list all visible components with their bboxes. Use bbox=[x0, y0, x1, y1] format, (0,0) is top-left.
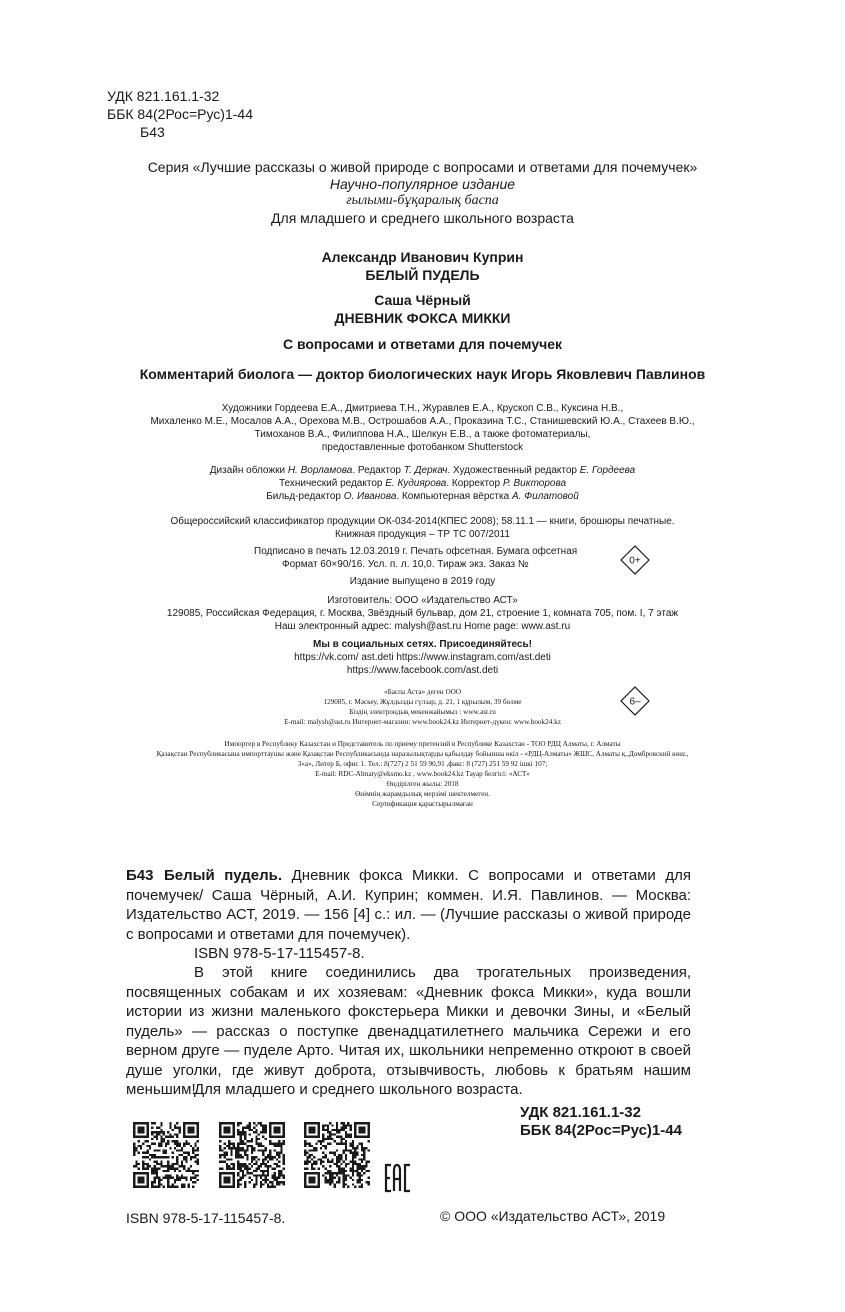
footer-isbn: ISBN 978-5-17-115457-8. bbox=[126, 1210, 286, 1226]
credits-line-3: Бильд-редактор О. Иванова. Компьютерная вёрстка А. Филатовой bbox=[266, 491, 579, 502]
age-rating-6minus-icon bbox=[620, 686, 650, 716]
classifier-line-2: Книжная продукция – ТР ТС 007/2011 bbox=[335, 529, 510, 540]
manufacturer-line-3: Наш электронный адрес: malysh@ast.ru Home page: www.ast.ru bbox=[274, 621, 571, 632]
age-rating-6minus-text: 6– bbox=[629, 696, 641, 708]
classifier-line-1: Общероссийский классификатор продукции ОК-034-2014(КПЕС 2008); 58.11.1 — книги, брошюры печатные. bbox=[170, 516, 675, 527]
kz-line-4: E-mail: malysh@ast.ru Интернет-магазин: www.book24.kz Интернет-дүкен: www.book24.kz bbox=[284, 718, 561, 726]
social-links-line-1: https://vk.com/ ast.deti https://www.instagram.com/ast.deti bbox=[294, 652, 551, 663]
subtitle: С вопросами и ответами для почемучек bbox=[282, 336, 563, 352]
manufacturer-line-1: Изготовитель: ООО «Издательство АСТ» bbox=[327, 595, 518, 606]
edition-type-kz: ғылыми-бұқаралық баспа bbox=[346, 193, 499, 208]
biblio-annotation: В этой книге соединились два трогательных произведения, посвященных собакам и их хозяевам: «Дневник фокса Микки», куда вошли истории из жизни маленького фокстерьера Микки и девочки Зины, и «Белый пудель» — рассказ о поступке двенадцатилетнего мальчика Сережи и его верном друге — пуделе Арто. Читая их, школьники непременно откроют в своей душе уголки, где живут доброта, отзывчивость, любовь к братьям нашим меньшим! bbox=[126, 964, 691, 1098]
biblio-desc-text: Дневник фокса Микки. С вопросами и ответами для почемучек/ Саша Чёрный, А.И. Куприн; коммен. И.Я. Павлинов. — Москва: Издательство АСТ, 2019. — 156 [4] с.: ил. — (Лучшие рассказы о живой природе с вопросами и ответами для почемучек). bbox=[126, 867, 691, 943]
qr-code-1-icon bbox=[133, 1122, 199, 1188]
author-kuprin: Александр Иванович Куприн bbox=[321, 249, 524, 265]
importer-line-3: 3«а», Литер Б, офис 1. Тел.: 8(727) 2 51 59 90,91 ,факс: 8 (727) 251 59 92 ішкі 107; bbox=[297, 760, 548, 768]
illustrators-line-3: Тимоханов В.А., Филиппова Н.А., Шелкун Е.В., а также фотоматериалы, bbox=[254, 429, 591, 440]
illustrators-line-2: Михаленко М.Е., Мосалов А.А., Орехова М.В., Острошабов А.А., Проказина Т.С., Станишевский Ю.А., Стахеев В.Ю., bbox=[150, 416, 695, 427]
bbk-code: ББК 84(2Рос=Рус)1-44 bbox=[107, 106, 253, 122]
print-line-2: Формат 60×90/16. Усл. п. л. 10,0. Тираж экз. Заказ № bbox=[282, 559, 529, 570]
importer-line-5: Өндірілген жылы: 2018 bbox=[386, 780, 459, 788]
author-sasha-cherny: Саша Чёрный bbox=[374, 292, 471, 308]
biblio-description bbox=[126, 866, 691, 944]
illustrators-line-4: предоставленные фотобанком Shutterstock bbox=[321, 442, 524, 453]
biblio-audience: Для младшего и среднего школьного возраста. bbox=[194, 1081, 523, 1098]
qr-code-2-icon bbox=[219, 1122, 285, 1188]
age-rating-0plus-icon bbox=[620, 545, 650, 575]
print-line-1: Подписано в печать 12.03.2019 г. Печать офсетная. Бумага офсетная bbox=[254, 546, 578, 557]
biblio-code: Б43 bbox=[126, 867, 154, 884]
importer-line-6: Өнімнің жарамдылық мерзімі шектелмеген. bbox=[355, 790, 490, 798]
footer-udk: УДК 821.161.1-32 bbox=[520, 1104, 641, 1121]
social-heading: Мы в социальных сетях. Присоединяйтесь! bbox=[313, 639, 532, 650]
footer-bbk: ББК 84(2Рос=Рус)1-44 bbox=[520, 1122, 682, 1139]
kz-line-1: «Баспа Аста» деген ООО bbox=[383, 688, 462, 696]
biblio-title: Белый пудель. bbox=[164, 867, 283, 884]
title-diary-fox: ДНЕВНИК ФОКСА МИККИ bbox=[334, 310, 511, 326]
age-rating-0plus-text: 0+ bbox=[629, 555, 641, 567]
credits-line-1: Дизайн обложки Н. Ворламова. Редактор Т. Деркач. Художественный редактор Е. Гордеева bbox=[209, 465, 636, 476]
commentary-line: Комментарий биолога — доктор биологических наук Игорь Яковлевич Павлинов bbox=[139, 366, 706, 382]
manufacturer-line-2: 129085, Российская Федерация, г. Москва, Звёздный бульвар, дом 21, строение 1, комната 705, пом. I, 7 этаж bbox=[166, 608, 679, 619]
importer-line-1: Импортер в Республику Казахстан и Представитель по приему претензий в Республике Казахстан - ТОО РДЦ Алматы, г. Алматы bbox=[224, 740, 621, 748]
importer-line-7: Сертификация қарастырылмаған bbox=[372, 800, 473, 808]
importer-line-4: E-mail: RDC-Almaty@eksmo.kz , www.book24.kz Тауар белгісі: «АСТ» bbox=[315, 770, 530, 778]
credits-line-2: Технический редактор Е. Кудиярова. Корректор Р. Викторова bbox=[278, 478, 567, 489]
social-links-line-2: https://www.facebook.com/ast.deti bbox=[346, 665, 499, 676]
importer-line-2: Қазақстан Республикасына импорттаушы және Қазақстан Республикасында наразылықтарды қабылдау бойынша өкіл - «РДЦ-Алматы» ЖШС, Алматы қ.,Домбровский көш., bbox=[156, 750, 689, 758]
audience-line: Для младшего и среднего школьного возраста bbox=[271, 210, 574, 226]
qr-code-3-icon bbox=[304, 1122, 370, 1188]
edition-type-ru: Научно-популярное издание bbox=[329, 176, 516, 192]
author-mark: Б43 bbox=[140, 124, 165, 140]
copyright: © ООО «Издательство АСТ», 2019 bbox=[440, 1208, 666, 1224]
eac-mark-icon bbox=[384, 1163, 412, 1193]
release-year: Издание выпущено в 2019 году bbox=[349, 576, 496, 587]
series-line: Серия «Лучшие рассказы о живой природе с вопросами и ответами для почемучек» bbox=[147, 159, 698, 175]
biblio-isbn: ISBN 978-5-17-115457-8. bbox=[194, 945, 365, 962]
title-white-poodle: БЕЛЫЙ ПУДЕЛЬ bbox=[365, 267, 480, 283]
kz-line-2: 129085, г. Мәскеу, Жұлдызды гүлзар, д. 21, 1 құрылым, 39 бөлме bbox=[323, 698, 522, 706]
kz-line-3: Біздің электрондық мекенжайымыз : www.ast.ru bbox=[349, 708, 496, 716]
illustrators-line-1: Художники Гордеева Е.А., Дмитриева Т.Н., Журавлев Е.А., Крускоп С.В., Куксина Н.В., bbox=[221, 403, 624, 414]
udk-code: УДК 821.161.1-32 bbox=[107, 88, 220, 104]
